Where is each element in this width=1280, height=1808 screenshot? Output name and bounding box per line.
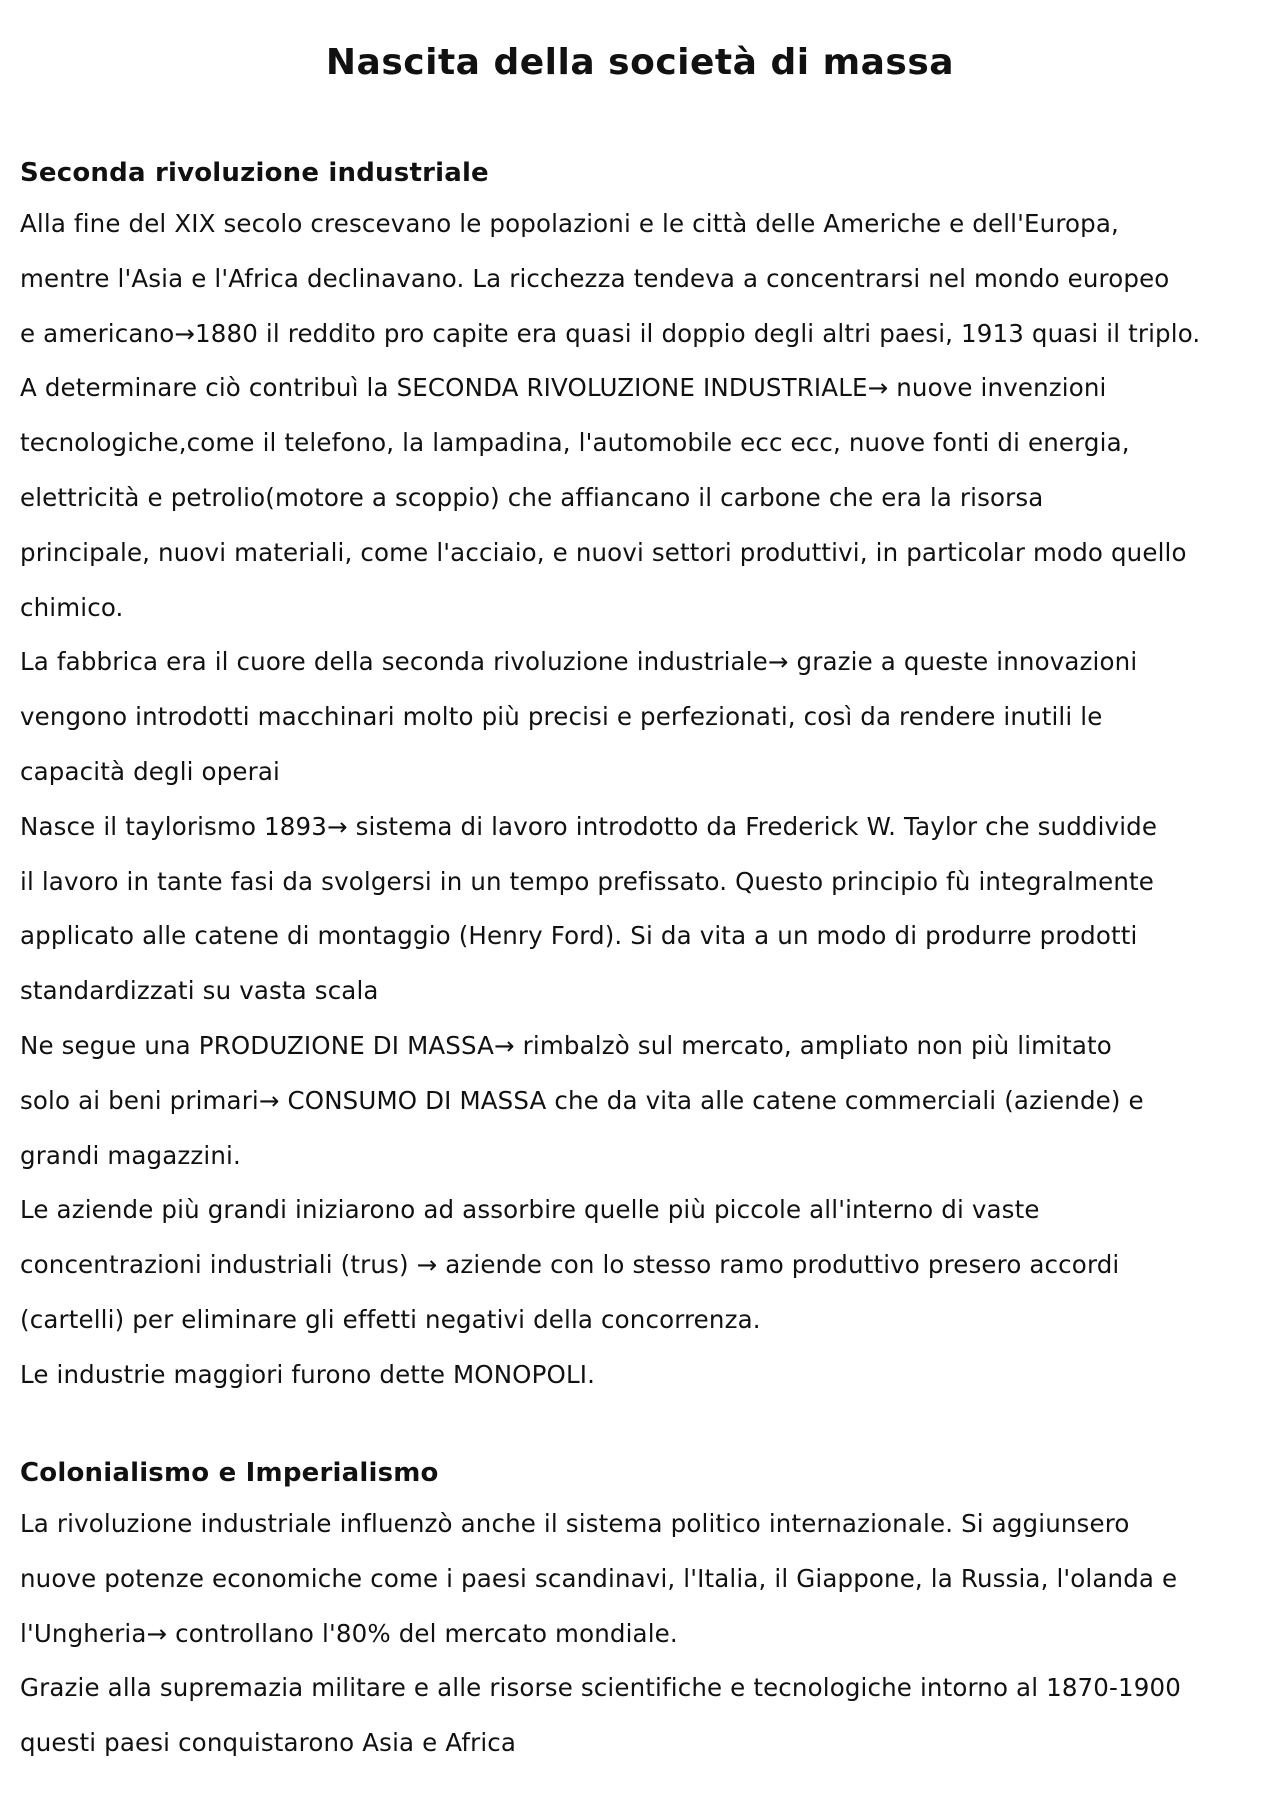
text-line: applicato alle catene di montaggio (Henry Ford). Si da vita a un modo di produrre prodotti: [20, 921, 1138, 951]
text-line: l'Ungheria→ controllano l'80% del mercato mondiale.: [20, 1618, 678, 1648]
text-line: chimico.: [20, 592, 124, 622]
text-line: Nasce il taylorismo 1893→ sistema di lavoro introdotto da Frederick W. Taylor che suddivide: [20, 811, 1158, 841]
text-line: Alla fine del XIX secolo crescevano le popolazioni e le città delle Americhe e dell'Europa,: [20, 209, 1119, 238]
text-line: Ne segue una PRODUZIONE DI MASSA→ rimbalzò sul mercato, ampliato non più limitato: [20, 1030, 1112, 1060]
text-line: A determinare ciò contribuì la SECONDA RIVOLUZIONE INDUSTRIALE→ nuove invenzioni: [20, 373, 1107, 403]
text-line: standardizzati su vasta scala: [20, 976, 379, 1006]
text-line: nuove potenze economiche come i paesi scandinavi, l'Italia, il Giappone, la Russia, l'olanda e: [20, 1563, 1178, 1593]
text-line: La fabbrica era il cuore della seconda rivoluzione industriale→ grazie a queste innovazioni: [20, 647, 1138, 677]
text-line: questi paesi conquistarono Asia e Africa: [20, 1728, 517, 1758]
text-line: tecnologiche,come il telefono, la lampadina, l'automobile ecc ecc, nuove fonti di energia,: [20, 428, 1130, 458]
text-line: concentrazioni industriali (trus) → aziende con lo stesso ramo produttivo presero accordi: [20, 1250, 1120, 1280]
text-line: elettricità e petrolio(motore a scoppio) che affiancano il carbone che era la risorsa: [20, 482, 1044, 512]
text-line: solo ai beni primari→ CONSUMO DI MASSA che da vita alle catene commerciali (aziende) e: [20, 1085, 1144, 1115]
text-line: (cartelli) per eliminare gli effetti negativi della concorrenza.: [20, 1304, 761, 1334]
text-line: Le industrie maggiori furono dette MONOPOLI.: [20, 1359, 596, 1389]
text-line: La rivoluzione industriale influenzò anche il sistema politico internazionale. Si aggiunsero: [20, 1509, 1130, 1538]
text-line: Grazie alla supremazia militare e alle risorse scientifiche e tecnologiche intorno al 1870-1900: [20, 1673, 1181, 1703]
section-body-seconda-rivoluzione: [20, 197, 1260, 1403]
text-line: vengono introdotti macchinari molto più precisi e perfezionati, così da rendere inutili le: [20, 702, 1103, 732]
text-line: principale, nuovi materiali, come l'acciaio, e nuovi settori produttivi, in particolar modo quello: [20, 537, 1187, 567]
page-title: Nascita della società di massa: [325, 42, 955, 83]
section-body-colonialismo: [20, 1497, 1260, 1771]
text-line: il lavoro in tante fasi da svolgersi in un tempo prefissato. Questo principio fù integralmente: [20, 866, 1154, 896]
text-line: mentre l'Asia e l'Africa declinavano. La ricchezza tendeva a concentrarsi nel mondo europeo: [20, 263, 1170, 293]
section-heading-colonialismo: Colonialismo e Imperialismo: [20, 1458, 439, 1488]
text-line: capacità degli operai: [20, 756, 280, 786]
text-line: Le aziende più grandi iniziarono ad assorbire quelle più piccole all'interno di vaste: [20, 1195, 1040, 1225]
section-heading-seconda-rivoluzione: Seconda rivoluzione industriale: [20, 158, 489, 188]
text-line: e americano→1880 il reddito pro capite era quasi il doppio degli altri paesi, 1913 quasi il triplo.: [20, 318, 1201, 348]
text-line: grandi magazzini.: [20, 1140, 241, 1170]
